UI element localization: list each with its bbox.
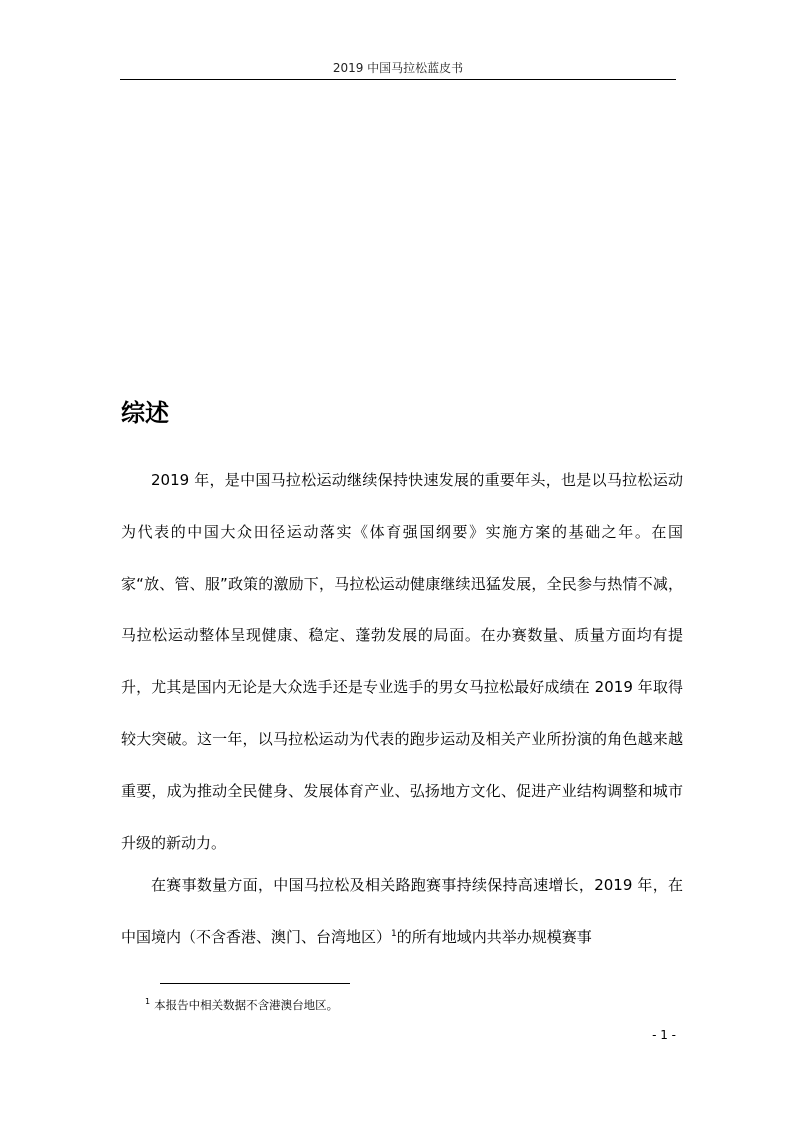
paragraph-2-text-start: 在赛事数量方面，中国马拉松及相关路跑赛事持续保持高速增长，2019 年，在中国境内（不含香港、澳门、台湾地区） (121, 876, 683, 946)
section-title: 综述 (121, 399, 169, 427)
footnote-text: 本报告中相关数据不含港澳台地区。 (154, 998, 339, 1012)
body-paragraph-2 (121, 860, 683, 964)
header-divider (120, 79, 676, 80)
page-number: - 1 - (652, 1028, 676, 1042)
footnote-divider (160, 983, 350, 984)
footnote-reference[interactable]: 1 (391, 928, 397, 939)
paragraph-2-text-end: 的所有地域内共举办规模赛事 (396, 927, 592, 946)
running-header: 2019 中国马拉松蓝皮书 (332, 61, 464, 75)
footnote (145, 996, 338, 1014)
footnote-marker: 1 (145, 997, 151, 1007)
body-paragraph-1: 2019 年，是中国马拉松运动继续保持快速发展的重要年头，也是以马拉松运动为代表的中国大众田径运动落实《体育强国纲要》实施方案的基础之年。在国家“放、管、服”政策的激励下，马拉松运动健康继续迅猛发展，全民参与热情不减，马拉松运动整体呈现健康、稳定、蓬勃发展的局面。在办赛数量、质量方面均有提升，尤其是国内无论是大众选手还是专业选手的男女马拉松最好成绩在 2019 年取得较大突破。这一年，以马拉松运动为代表的跑步运动及相关产业所扮演的角色越来越重要，成为推动全民健身、发展体育产业、弘扬地方文化、促进产业结构调整和城市升级的新动力。 (121, 471, 683, 852)
